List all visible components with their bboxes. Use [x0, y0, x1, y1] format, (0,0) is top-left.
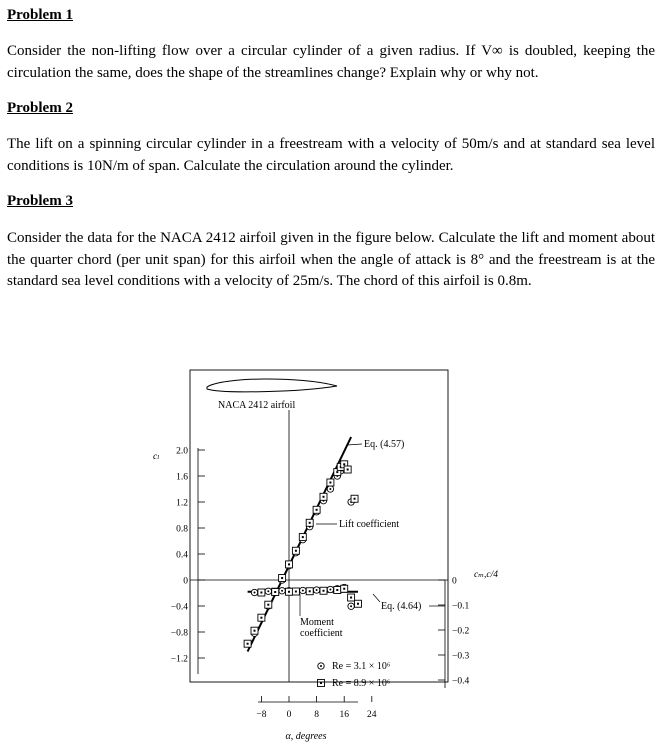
right-tick-label: −0.3 — [452, 651, 470, 662]
square-data-point-dot — [343, 588, 345, 590]
square-data-point-dot — [350, 597, 352, 599]
problem-1-heading: Problem 1 — [7, 7, 73, 23]
eq-464-leader — [373, 594, 380, 602]
square-data-point-dot — [295, 550, 297, 552]
eq-457-leader — [347, 444, 362, 445]
lift-coefficient-label: Lift coefficient — [339, 519, 400, 530]
legend-square-dot — [320, 682, 322, 684]
square-data-point-dot — [323, 496, 325, 498]
circle-data-point-dot — [302, 590, 304, 592]
problem-1-text: Consider the non-lifting flow over a circular cylinder of a given radius. If V∞ is doubled, keeping the circulation the same, does the shape of the streamlines change? Explain why or why not. — [7, 43, 655, 81]
square-data-point-dot — [357, 603, 359, 605]
moment-label-line2: coefficient — [300, 628, 343, 639]
left-tick-label: −1.2 — [170, 654, 188, 665]
square-data-point-dot — [309, 590, 311, 592]
left-tick-label: 0.4 — [176, 550, 188, 561]
square-data-point-dot — [309, 522, 311, 524]
left-tick-label: 1.6 — [176, 472, 188, 483]
x-tick-label: 24 — [367, 710, 377, 720]
square-data-point-dot — [354, 498, 356, 500]
square-data-point-dot — [260, 617, 262, 619]
eq-464-label: Eq. (4.64) — [381, 601, 422, 612]
eq-457-label: Eq. (4.57) — [364, 439, 405, 450]
left-tick-label: 0 — [183, 576, 188, 587]
square-data-point-dot — [329, 482, 331, 484]
circle-data-point-dot — [329, 488, 331, 490]
left-tick-label: 0.8 — [176, 524, 188, 535]
legend-label-re-8-9: Re = 8.9 × 10⁶ — [332, 678, 391, 689]
legend-label-re-3-1: Re = 3.1 × 10⁶ — [332, 661, 391, 672]
square-data-point-dot — [254, 630, 256, 632]
circle-data-point-dot — [267, 590, 269, 592]
left-tick-label: −0.8 — [170, 628, 188, 639]
naca-2412-chart — [0, 340, 665, 753]
square-data-point-dot — [323, 590, 325, 592]
x-tick-label: 16 — [339, 710, 349, 720]
right-tick-label: 0 — [452, 576, 457, 587]
square-data-point-dot — [336, 589, 338, 591]
moment-label-line1: Moment — [300, 617, 334, 628]
x-tick-label: 0 — [286, 710, 292, 720]
airfoil-shape — [207, 379, 337, 392]
square-data-point-dot — [288, 563, 290, 565]
left-axis-label: cₗ — [153, 452, 160, 462]
legend-circle-dot — [320, 665, 322, 667]
right-axis-ticks — [438, 577, 469, 687]
square-data-point-dot — [347, 469, 349, 471]
left-tick-label: 1.2 — [176, 498, 188, 509]
x-tick-label: 8 — [314, 710, 319, 720]
square-data-point-dot — [281, 577, 283, 579]
problem-3-heading: Problem 3 — [7, 193, 73, 209]
left-tick-label: 2.0 — [176, 446, 188, 457]
x-axis-ticks — [256, 696, 376, 720]
left-tick-label: −0.4 — [170, 602, 188, 613]
square-data-point-dot — [288, 591, 290, 593]
right-tick-label: −0.4 — [452, 676, 470, 687]
x-tick-label: −8 — [256, 710, 267, 720]
problem-2-heading: Problem 2 — [7, 100, 73, 116]
square-data-point-dot — [247, 643, 249, 645]
square-data-point-dot — [267, 604, 269, 606]
square-data-point-dot — [336, 471, 338, 473]
circle-data-point-dot — [329, 589, 331, 591]
right-tick-label: −0.1 — [452, 601, 470, 612]
square-data-point-dot — [316, 509, 318, 511]
x-axis-label: α, degrees — [285, 731, 327, 742]
circle-data-point-dot — [316, 589, 318, 591]
figure-title: NACA 2412 airfoil — [218, 400, 296, 411]
circle-data-point-dot — [281, 590, 283, 592]
square-data-point-dot — [295, 591, 297, 593]
square-data-point-dot — [260, 592, 262, 594]
square-data-point-dot — [274, 591, 276, 593]
problem-2-text: The lift on a spinning circular cylinder in a freestream with a velocity of 50m/s and at standard sea level conditions is 10N/m of span. Calculate the circulation around the cylinder. — [7, 136, 655, 174]
right-tick-label: −0.2 — [452, 626, 470, 637]
left-axis-ticks — [171, 447, 205, 665]
square-data-point-dot — [343, 463, 345, 465]
circle-data-point-dot — [254, 592, 256, 594]
circle-data-point-dot — [350, 605, 352, 607]
right-axis-label: cₘ,c/4 — [474, 570, 499, 580]
problem-3-text: Consider the data for the NACA 2412 airfoil given in the figure below. Calculate the lift and moment about the quarter chord (per unit span) for this airfoil when the angle of attack is 8° and the freestream is at the standard sea level conditions with a velocity of 25m/s. The chord of this airfoil is 0.8m. — [7, 230, 655, 289]
legend — [318, 661, 391, 689]
square-data-point-dot — [302, 536, 304, 538]
